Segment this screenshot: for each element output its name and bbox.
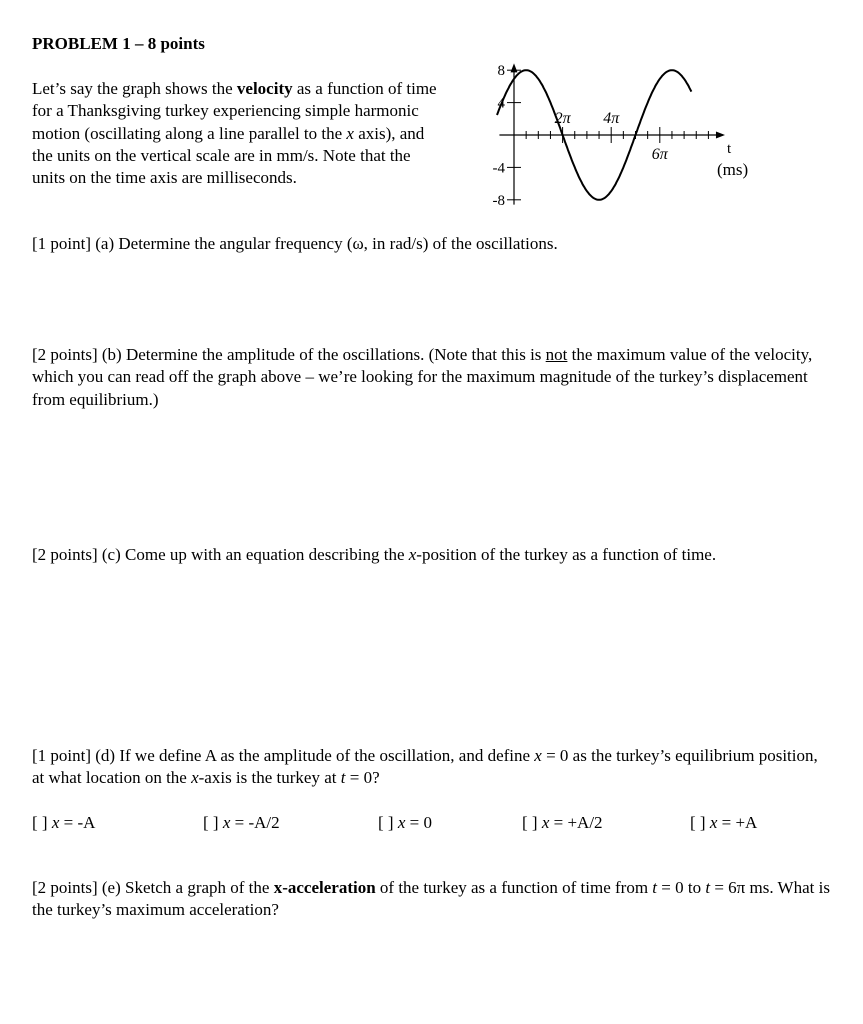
x-axis-label: t <box>726 141 732 157</box>
x-tick-label: 4π <box>603 110 620 127</box>
part-b-question: [2 points] (b) Determine the amplitude of the oscillations. (Note that this is not the maximum value of the velocity, which you can read off the graph above – we’re looking for the maximum magnitude of the turkey’s displacement from equilibrium.) <box>32 345 813 409</box>
velocity-graph <box>440 60 840 220</box>
part-d-question: [1 point] (d) If we define A as the amplitude of the oscillation, and define x = 0 as the turkey’s equilibrium position, at what location on the x-axis is the turkey at t = 0? <box>32 746 818 788</box>
part-a-question: [1 point] (a) Determine the angular frequency (ω, in rad/s) of the oscillations. <box>32 234 558 253</box>
choice-plus-A[interactable]: [ ] x = +A <box>690 813 758 832</box>
y-tick-label: 8 <box>497 63 505 80</box>
intro-paragraph: Let’s say the graph shows the velocity as a function of time for a Thanksgiving turkey experiencing simple harmonic motion (oscillating along a line parallel to the x axis), and the units on the vertical scale are in mm/s. Note that the units on the time axis are milliseconds. <box>32 79 437 188</box>
y-tick-label: -4 <box>492 160 505 177</box>
part-c-question: [2 points] (c) Come up with an equation describing the x-position of the turkey as a function of time. <box>32 545 717 564</box>
choice-plus-half-A[interactable]: [ ] x = +A/2 <box>522 813 603 832</box>
y-tick-label: 4 <box>497 95 505 112</box>
part-e-question: [2 points] (e) Sketch a graph of the x-acceleration of the turkey as a function of time from t = 0 to t = 6π ms. What is the turkey’s maximum acceleration? <box>32 878 830 920</box>
choice-minus-A[interactable]: [ ] x = -A <box>32 813 96 832</box>
y-axis-arrow <box>511 63 518 72</box>
x-axis-arrow <box>716 132 725 139</box>
x-tick-label: 2π <box>554 110 571 127</box>
problem-title: PROBLEM 1 – 8 points <box>32 34 205 53</box>
velocity-bold: velocity <box>236 79 293 98</box>
x-axis-unit: (ms) <box>716 160 749 179</box>
choice-zero[interactable]: [ ] x = 0 <box>378 813 432 832</box>
x-tick-label: 6π <box>651 146 668 163</box>
choice-minus-half-A[interactable]: [ ] x = -A/2 <box>203 813 280 832</box>
y-tick-label: -8 <box>492 192 505 209</box>
